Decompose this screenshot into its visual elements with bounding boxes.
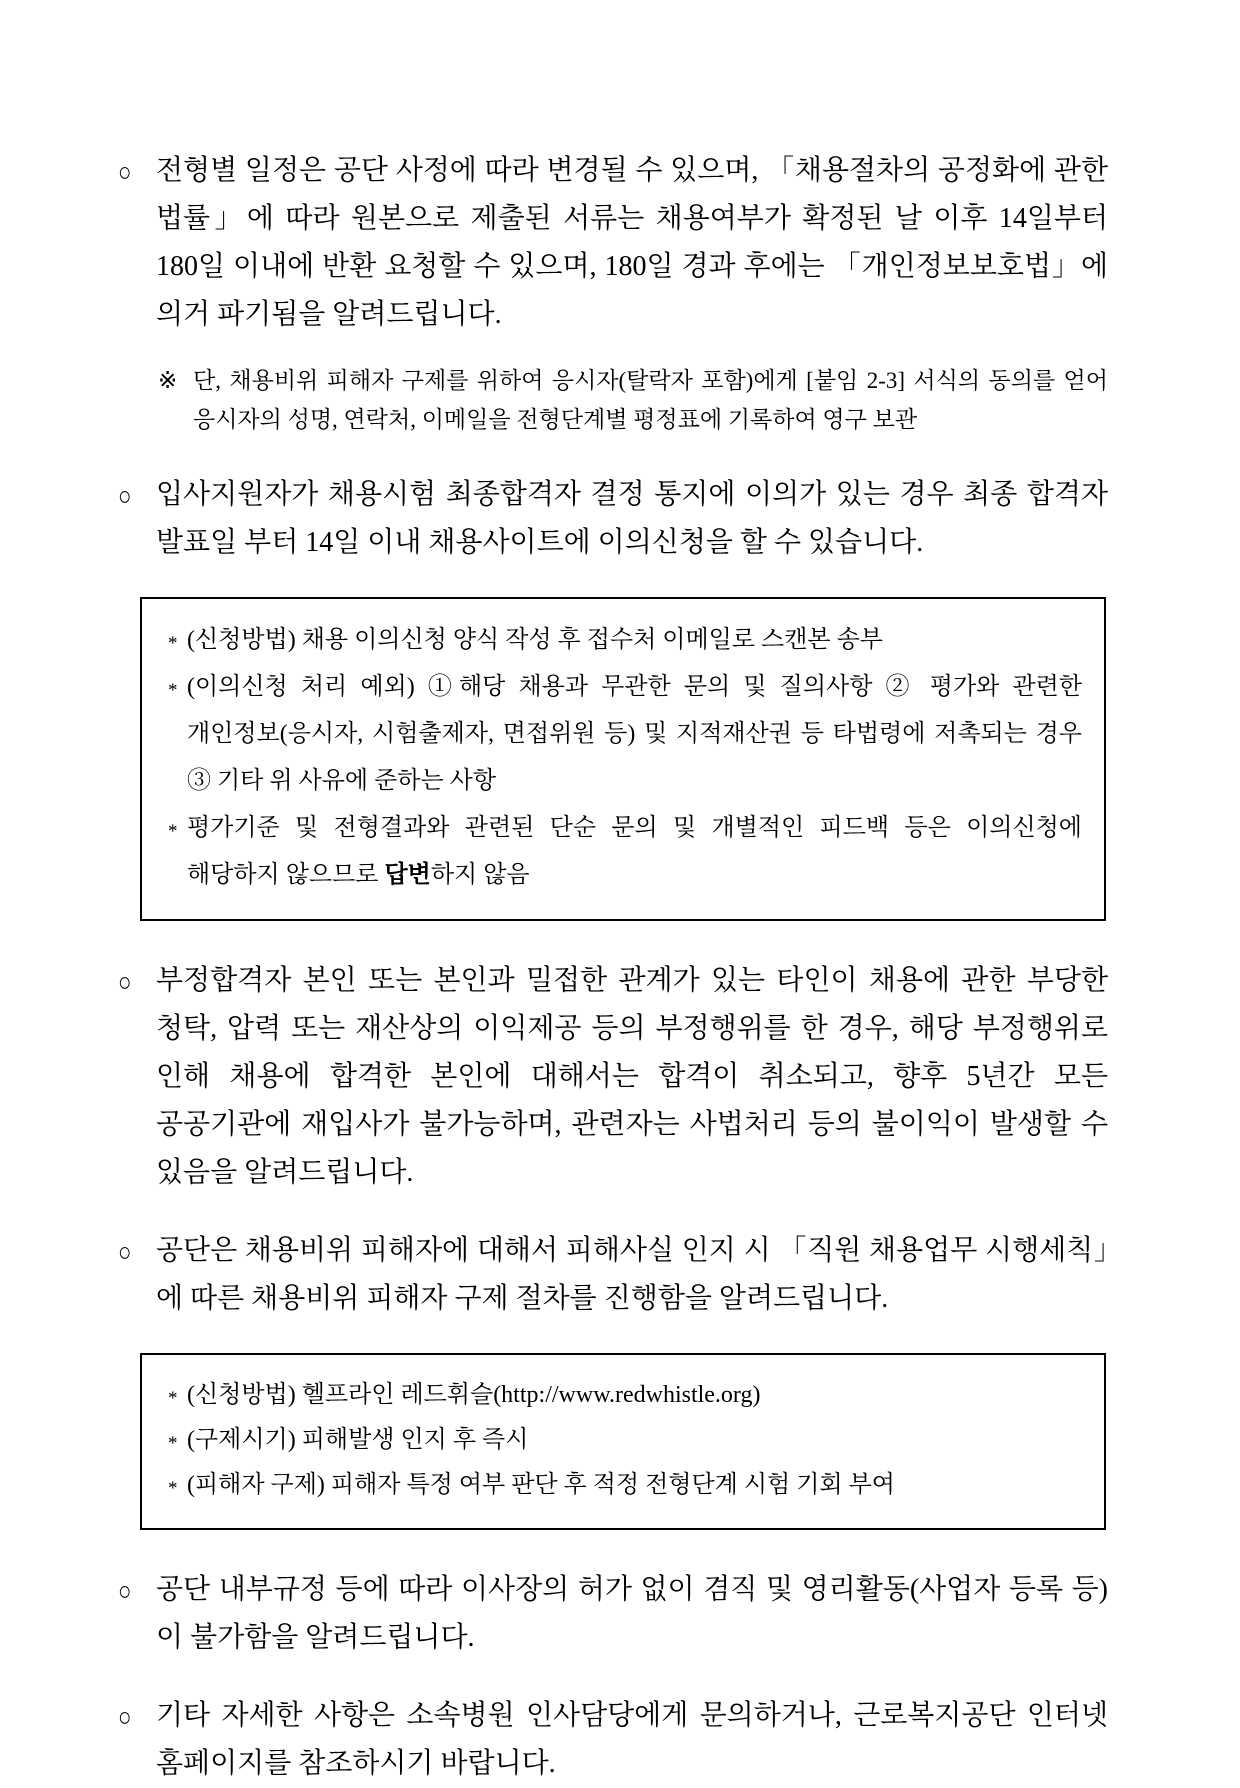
asterisk-bullet-icon: * <box>168 1388 178 1409</box>
circle-bullet-icon: ○ <box>118 157 132 187</box>
box-item-text: (피해자 구제) 피해자 특정 여부 판단 후 적정 전형단계 시험 기회 부여 <box>187 1472 895 1498</box>
box-item-text: (신청방법) 채용 이의신청 양식 작성 후 접수처 이메일로 스캔본 송부 <box>187 627 883 653</box>
box-item-text: (이의신청 처리 예외) ①해당 채용과 무관한 문의 및 질의사항 ② 평가와 관련한 개인정보(응시자, 시험출제자, 면접위원 등) 및 지적재산권 등 타법령에 저촉되는 경우 ③ 기타 위 사유에 준하는 사항 <box>187 674 1082 794</box>
asterisk-bullet-icon: * <box>168 1478 178 1499</box>
info-box-victim-relief <box>140 1353 1106 1530</box>
circle-bullet-icon: ○ <box>118 967 132 997</box>
paragraph-text: 부정합격자 본인 또는 본인과 밀접한 관계가 있는 타인이 채용에 관한 부당한 청탁, 압력 또는 재산상의 이익제공 등의 부정행위를 한 경우, 해당 부정행위로 인해 채용에 합격한 본인에 대해서는 합격이 취소되고, 향후 5년간 모든 공공기관에 재입사가 불가능하며, 관련자는 사법처리 등의 불이익이 발생할 수 있음을 알려드립니다. <box>156 965 1108 1188</box>
paragraph-schedule-and-return <box>118 147 1108 339</box>
box-item-text: (신청방법) 헬프라인 레드휘슬(http://www.redwhistle.org) <box>187 1382 761 1408</box>
circle-bullet-icon: ○ <box>118 1576 132 1606</box>
box-item-relief-method <box>166 1463 1082 1508</box>
paragraph-objection <box>118 471 1108 567</box>
paragraph-text: 공단 내부규정 등에 따라 이사장의 허가 없이 겸직 및 영리활동(사업자 등록 등)이 불가함을 알려드립니다. <box>156 1574 1108 1653</box>
paragraph-text: 전형별 일정은 공단 사정에 따라 변경될 수 있으며, 「채용절차의 공정화에 관한 법률」에 따라 원본으로 제출된 서류는 채용여부가 확정된 날 이후 14일부터 180일 이내에 반환 요청할 수 있으며, 180일 경과 후에는 「개인정보보호법」에 의거 파기됨을 알려드립니다. <box>156 155 1108 330</box>
asterisk-bullet-icon: * <box>168 821 178 842</box>
paragraph-text: 공단은 채용비위 피해자에 대해서 피해사실 인지 시 「직원 채용업무 시행세칙」에 따른 채용비위 피해자 구제 절차를 진행함을 알려드립니다. <box>156 1235 1108 1314</box>
asterisk-bullet-icon: * <box>168 680 178 701</box>
box-item-relief-timing <box>166 1418 1082 1463</box>
box-item-helpline <box>166 1373 1082 1418</box>
paragraph-fraudulent-pass <box>118 957 1108 1197</box>
paragraph-further-inquiries <box>118 1692 1108 1788</box>
asterisk-bullet-icon: * <box>168 1433 178 1454</box>
note-victim-relief-retention <box>158 361 1108 439</box>
circle-bullet-icon: ○ <box>118 1702 132 1732</box>
paragraph-text: 입사지원자가 채용시험 최종합격자 결정 통지에 이의가 있는 경우 최종 합격자 발표일 부터 14일 이내 채용사이트에 이의신청을 할 수 있습니다. <box>156 479 1108 558</box>
box-item-text: (구제시기) 피해발생 인지 후 즉시 <box>187 1427 529 1453</box>
paragraph-no-side-jobs <box>118 1566 1108 1662</box>
circle-bullet-icon: ○ <box>118 481 132 511</box>
paragraph-text: 기타 자세한 사항은 소속병원 인사담당에게 문의하거나, 근로복지공단 인터넷 홈페이지를 참조하시기 바랍니다. <box>156 1700 1108 1779</box>
paragraph-victim-relief <box>118 1227 1108 1323</box>
box-item-text-post: 하지 않음 <box>430 862 530 888</box>
box-item-processing-exceptions <box>166 664 1082 805</box>
box-item-text-bold: 답변 <box>384 862 431 888</box>
asterisk-bullet-icon: * <box>168 633 178 654</box>
reference-mark-icon: ※ <box>158 368 178 393</box>
box-item-application-method <box>166 617 1082 664</box>
note-text: 단, 채용비위 피해자 구제를 위하여 응시자(탈락자 포함)에게 [붙임 2-3] 서식의 동의를 얻어 응시자의 성명, 연락처, 이메일을 전형단계별 평정표에 기록하여 영구 보관 <box>193 368 1108 432</box>
circle-bullet-icon: ○ <box>118 1237 132 1267</box>
box-item-no-reply <box>166 805 1082 899</box>
box-item-text-pre: 평가기준 및 전형결과와 관련된 단순 문의 및 개별적인 피드백 등은 이의신청에 해당하지 않으므로 <box>187 815 1082 888</box>
info-box-objection-procedure <box>140 597 1106 921</box>
